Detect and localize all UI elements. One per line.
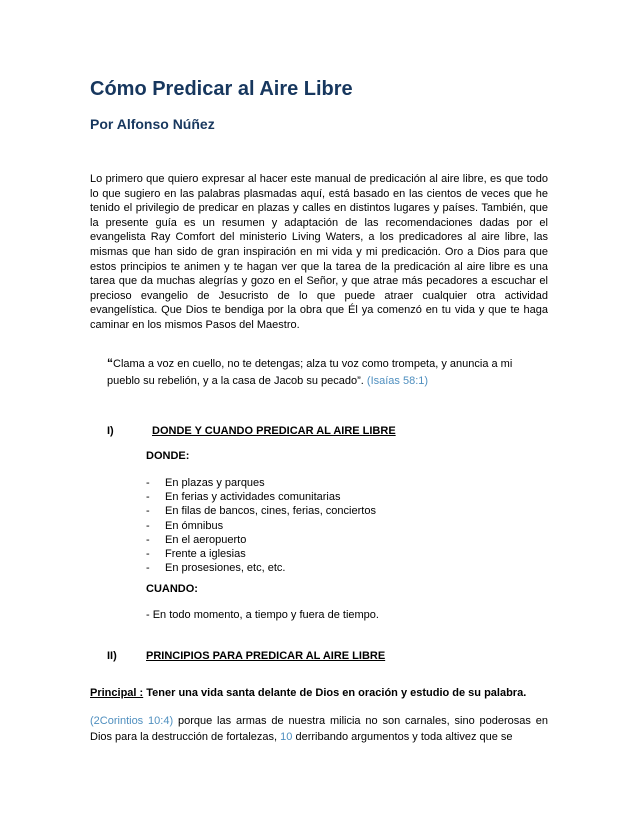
document-author: Por Alfonso Núñez [90, 116, 215, 132]
quote-text: Clama a voz en cuello, no te detengas; alza tu voz como trompeta, y anuncia a mi pueblo su rebelión, y a la casa de Jacob su pecado”. [107, 358, 513, 387]
list-item: - En filas de bancos, cines, ferias, conciertos [146, 505, 376, 518]
section-1-heading: DONDE Y CUANDO PREDICAR AL AIRE LIBRE [152, 425, 396, 437]
quote-reference: (Isaías 58:1) [366, 375, 429, 387]
section-2-heading: PRINCIPIOS PARA PREDICAR AL AIRE LIBRE [146, 650, 386, 662]
where-label: DONDE: [146, 450, 190, 462]
principal-text: Tener una vida santa delante de Dios en oración y estudio de su palabra. [143, 687, 527, 699]
verse-text-2: derribando argumentos y toda altivez que se [292, 731, 513, 743]
principal-label: Principal : [90, 687, 144, 699]
list-item: - En ómnibus [146, 519, 224, 532]
list-item: - En prosesiones, etc, etc. [146, 562, 286, 575]
verse-reference: (2Corintios 10:4) [90, 715, 174, 727]
list-item: - En plazas y parques [146, 477, 265, 489]
intro-paragraph: Lo primero que quiero expresar al hacer este manual de predicación al aire libre, es que todo lo que sugiero en las palabras plasmadas aquí, está basado en las cientos de veces que he tenido el privilegio de predicar en plazas y calles en distintos lugares y países. También, que la presente guía es un resumen y adaptación de las recomendaciones dadas por el evangelista Ray Comfort del ministerio Living Waters, a los predicadores al aire libre, las mismas que han sido de gran inspiración en mi vida y mi predicación. Oro a Dios para que estos principios te animen y te hagan ver que la tarea de la predicación al aire libre es una tarea que da muchas alegrías y gozo en el Señor, y que atrae más pecadores a escuchar el precioso evangelio de Jesucristo de lo que puede atraer cualquier otra actividad evangelística. Que Dios te bendiga por la obra que Él ya comenzó en tu vida y que te haga caminar en los mismos Pasos del Maestro. [90, 173, 548, 331]
quote-open-mark: “ [107, 356, 113, 370]
scripture-quote [107, 355, 547, 390]
when-label: CUANDO: [146, 583, 198, 595]
verse-number: 10 [280, 731, 293, 743]
section-2-number: II) [107, 650, 117, 662]
document-title: Cómo Predicar al Aire Libre [90, 78, 353, 100]
section-1-number: I) [107, 425, 114, 437]
list-item: - Frente a iglesias [146, 548, 246, 561]
verse-paragraph [90, 713, 548, 745]
list-item: - En el aeropuerto [146, 533, 247, 546]
principal-line [90, 687, 526, 699]
verse-text-1: porque las armas de nuestra milicia no son carnales, sino poderosas en Dios para la destrucción de fortalezas, [90, 715, 548, 743]
when-text: - En todo momento, a tiempo y fuera de tiempo. [146, 609, 379, 621]
list-item: - En ferias y actividades comunitarias [146, 491, 341, 504]
where-list [146, 476, 376, 575]
